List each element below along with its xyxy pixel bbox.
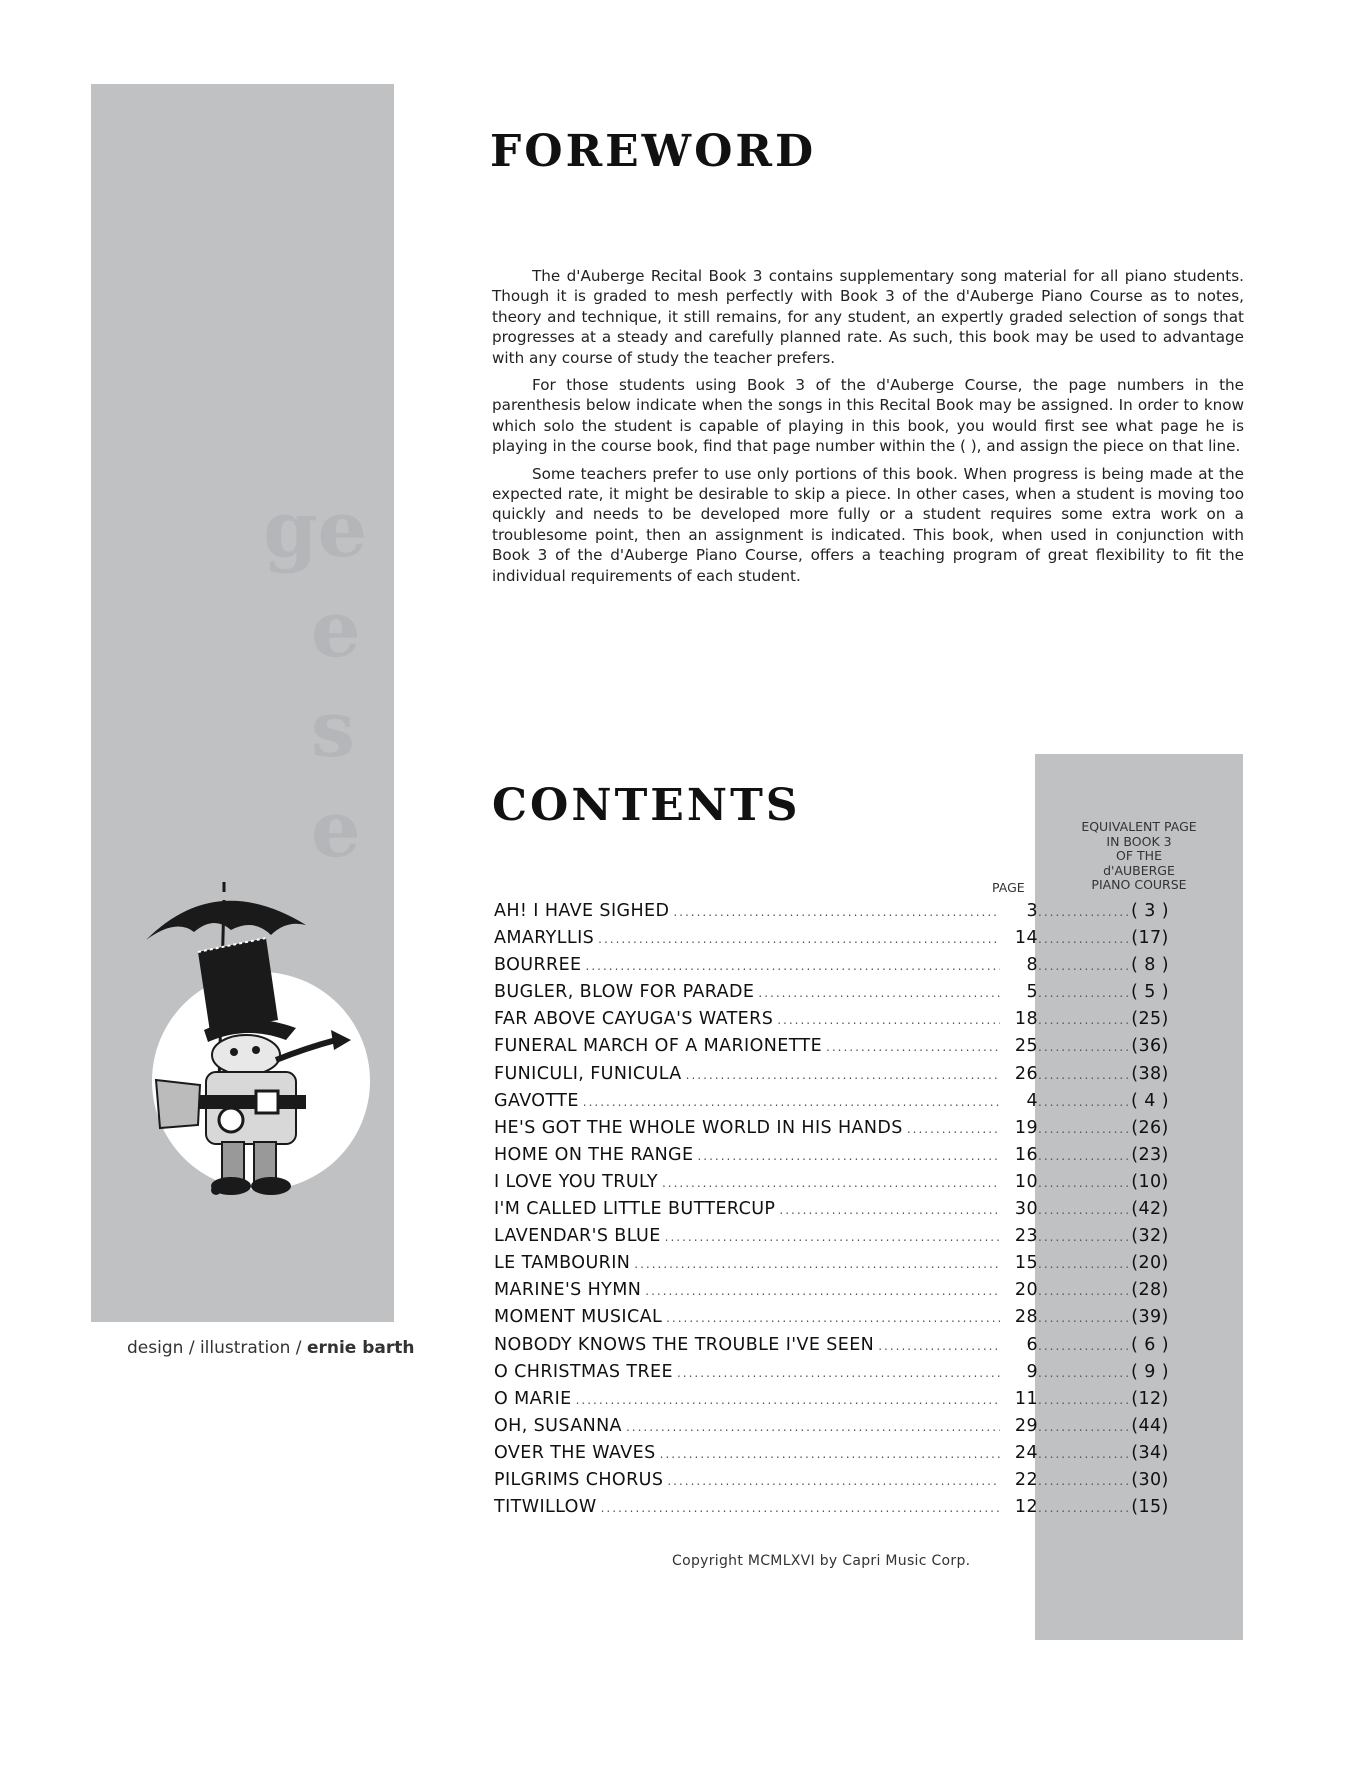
song-title: FUNICULI, FUNICULA	[494, 1063, 682, 1084]
umbrella-icon	[146, 901, 306, 940]
credit-middle: illustration	[199, 1338, 291, 1358]
equivalent-page-number: (39)	[1131, 1307, 1169, 1328]
leader-dots	[586, 959, 1000, 973]
leader-dots	[1038, 1122, 1130, 1136]
song-title: FAR ABOVE CAYUGA'S WATERS	[494, 1009, 774, 1030]
song-title: MARINE'S HYMN	[494, 1280, 642, 1301]
song-page-number: 8	[1026, 955, 1038, 976]
equivalent-page-number: ( 5 )	[1131, 982, 1169, 1003]
leader-dots	[662, 1176, 1000, 1190]
song-page-number: 20	[1014, 1280, 1038, 1301]
credit-author: ernie barth	[306, 1338, 415, 1358]
song-page-number: 16	[1014, 1144, 1038, 1165]
contents-row	[494, 1199, 1170, 1226]
contents-list	[494, 901, 1170, 1524]
equivalent-page-number: (17)	[1131, 928, 1169, 949]
leader-dots	[826, 1040, 1000, 1054]
song-title: AMARYLLIS	[494, 928, 595, 949]
song-page-number: 26	[1014, 1063, 1038, 1084]
equiv-header-line: d'AUBERGE	[1103, 862, 1175, 878]
song-title: OH, SUSANNA	[494, 1415, 622, 1436]
song-page-number: 23	[1014, 1226, 1038, 1247]
equivalent-page-number: ( 9 )	[1131, 1361, 1169, 1382]
contents-row	[494, 1036, 1170, 1063]
credit-separator: /	[188, 1338, 195, 1358]
leader-dots	[626, 1420, 1000, 1434]
leader-dots	[1038, 1420, 1130, 1434]
contents-row	[494, 1253, 1170, 1280]
leader-dots	[667, 1474, 1000, 1488]
contents-row	[494, 1118, 1170, 1145]
equivalent-page-number: (34)	[1131, 1442, 1169, 1463]
song-title: BOURREE	[494, 955, 582, 976]
song-title: NOBODY KNOWS THE TROUBLE I'VE SEEN	[494, 1334, 875, 1355]
leader-dots	[878, 1339, 1000, 1353]
toy-soldier-umbrella-illustration	[136, 880, 376, 1220]
leader-dots	[1038, 1230, 1130, 1244]
faded-background-lettering: e	[311, 584, 361, 675]
song-page-number: 15	[1014, 1253, 1038, 1274]
song-page-number: 4	[1026, 1090, 1038, 1111]
equivalent-page-number: ( 4 )	[1131, 1090, 1169, 1111]
leader-dots	[686, 1068, 1000, 1082]
contents-row	[494, 1009, 1170, 1036]
leader-dots	[601, 1501, 1000, 1515]
contents-title: CONTENTS	[492, 780, 801, 831]
song-title: LAVENDAR'S BLUE	[494, 1226, 661, 1247]
equiv-header-line: PIANO COURSE	[1091, 877, 1187, 892]
equiv-header-line: OF THE	[1116, 848, 1162, 863]
leader-dots	[1038, 905, 1130, 919]
leader-dots	[1038, 1257, 1130, 1271]
equivalent-page-number: (25)	[1131, 1009, 1169, 1030]
contents-row	[494, 1064, 1170, 1091]
song-title: HE'S GOT THE WHOLE WORLD IN HIS HANDS	[494, 1117, 903, 1138]
leader-dots	[1038, 1311, 1130, 1325]
credit-separator: /	[295, 1338, 302, 1358]
leader-dots	[779, 1203, 1000, 1217]
leader-dots	[1038, 1339, 1130, 1353]
leader-dots	[673, 905, 1000, 919]
song-page-number: 19	[1014, 1117, 1038, 1138]
leader-dots	[1038, 959, 1130, 973]
song-page-number: 25	[1014, 1036, 1038, 1057]
foreword-paragraph: The d'Auberge Recital Book 3 contains supplementary song material for all piano students. Though it is graded to mesh perfectly with Book 3 of the d'Auberge Piano Course as to notes, theory and technique, it still remains, for any student, an expertly graded selection of songs that progresses at a steady and carefully planned rate. As such, this book may be used to advantage with any course of study the teacher prefers.	[492, 267, 1244, 367]
leader-dots	[677, 1366, 1000, 1380]
equivalent-page-number: (15)	[1131, 1497, 1169, 1518]
equivalent-page-number: (36)	[1131, 1036, 1169, 1057]
song-title: I LOVE YOU TRULY	[494, 1171, 658, 1192]
leader-dots	[660, 1447, 1000, 1461]
leader-dots	[758, 986, 1000, 1000]
song-title: OVER THE WAVES	[494, 1442, 656, 1463]
contents-row	[494, 1226, 1170, 1253]
song-page-number: 5	[1026, 982, 1038, 1003]
song-title: LE TAMBOURIN	[494, 1253, 631, 1274]
equiv-header-line: IN BOOK 3	[1106, 833, 1172, 849]
leader-dots	[1038, 1176, 1130, 1190]
contents-row	[494, 1497, 1170, 1524]
leader-dots	[645, 1284, 1000, 1298]
song-page-number: 9	[1026, 1361, 1038, 1382]
song-title: GAVOTTE	[494, 1090, 579, 1111]
leader-dots	[583, 1095, 1000, 1109]
song-title: HOME ON THE RANGE	[494, 1144, 694, 1165]
song-page-number: 10	[1014, 1171, 1038, 1192]
credit-prefix: design	[127, 1338, 184, 1358]
contents-row	[494, 955, 1170, 982]
song-page-number: 29	[1014, 1415, 1038, 1436]
equivalent-page-number: (32)	[1131, 1226, 1169, 1247]
song-title: TITWILLOW	[494, 1497, 597, 1518]
song-title: FUNERAL MARCH OF A MARIONETTE	[494, 1036, 823, 1057]
equivalent-page-number: (26)	[1131, 1117, 1169, 1138]
song-page-number: 6	[1026, 1334, 1038, 1355]
song-title: MOMENT MUSICAL	[494, 1307, 663, 1328]
contents-row	[494, 1416, 1170, 1443]
song-page-number: 28	[1014, 1307, 1038, 1328]
leader-dots	[1038, 1068, 1130, 1082]
song-page-number: 30	[1014, 1199, 1038, 1220]
leader-dots	[1038, 932, 1130, 946]
leader-dots	[697, 1149, 1000, 1163]
song-title: O MARIE	[494, 1388, 572, 1409]
contents-row	[494, 982, 1170, 1009]
equivalent-page-number: ( 3 )	[1131, 901, 1169, 921]
contents-row	[494, 901, 1170, 928]
copyright-notice: Copyright MCMLXVI by Capri Music Corp.	[672, 1553, 971, 1569]
equivalent-page-number: (20)	[1131, 1253, 1169, 1274]
equivalent-page-number: (23)	[1131, 1144, 1169, 1165]
song-title: O CHRISTMAS TREE	[494, 1361, 673, 1382]
leader-dots	[777, 1013, 1000, 1027]
equivalent-page-number: (30)	[1131, 1469, 1169, 1490]
leader-dots	[1038, 1203, 1130, 1217]
equivalent-page-number: (10)	[1131, 1171, 1169, 1192]
leader-dots	[1038, 1474, 1130, 1488]
song-page-number: 3	[1026, 901, 1038, 921]
equivalent-page-number: (12)	[1131, 1388, 1169, 1409]
song-page-number: 24	[1014, 1442, 1038, 1463]
equivalent-page-number: ( 6 )	[1131, 1334, 1169, 1355]
leader-dots	[1038, 1366, 1130, 1380]
leader-dots	[1038, 1013, 1130, 1027]
song-page-number: 14	[1014, 928, 1038, 949]
equiv-header-line: EQUIVALENT PAGE	[1081, 819, 1197, 834]
leader-dots	[1038, 1149, 1130, 1163]
leader-dots	[1038, 986, 1130, 1000]
contents-row	[494, 1307, 1170, 1334]
song-title: PILGRIMS CHORUS	[494, 1469, 664, 1490]
contents-row	[494, 928, 1170, 955]
illustration-credit	[127, 1338, 414, 1358]
contents-row	[494, 1280, 1170, 1307]
equivalent-page-number: ( 8 )	[1131, 955, 1169, 976]
foreword-paragraph: Some teachers prefer to use only portions of this book. When progress is being made at the expected rate, it might be desirable to skip a piece. In other cases, when a student is moving too quickly and needs to be developed more fully or a student requires some extra work on a troublesome point, then an assignment is indicated. This book, when used in conjunction with Book 3 of the d'Auberge Piano Course, offers a teaching program of great flexibility to fit the individual requirements of each student.	[492, 464, 1244, 585]
contents-row	[494, 1362, 1170, 1389]
contents-row	[494, 1443, 1170, 1470]
contents-row	[494, 1389, 1170, 1416]
faded-background-lettering: ge	[263, 484, 368, 575]
leader-dots	[634, 1257, 1000, 1271]
leader-dots	[1038, 1040, 1130, 1054]
leader-dots	[666, 1311, 1000, 1325]
song-title: I'M CALLED LITTLE BUTTERCUP	[494, 1199, 776, 1220]
contents-row	[494, 1172, 1170, 1199]
song-page-number: 18	[1014, 1009, 1038, 1030]
contents-row	[494, 1145, 1170, 1172]
equivalent-page-number: (28)	[1131, 1280, 1169, 1301]
leader-dots	[1038, 1095, 1130, 1109]
leader-dots	[665, 1230, 1000, 1244]
leader-dots	[1038, 1284, 1130, 1298]
foreword-paragraph: For those students using Book 3 of the d'Auberge Course, the page numbers in the parenthesis below indicate when the songs in this Recital Book may be assigned. In order to know which solo the student is capable of playing in this book, you would first see what page he is playing in the course book, find that page number within the ( ), and assign the piece on that line.	[492, 376, 1244, 456]
leader-dots	[598, 932, 1000, 946]
foreword-title: FOREWORD	[490, 126, 817, 177]
leader-dots	[1038, 1447, 1130, 1461]
contents-row	[494, 1470, 1170, 1497]
equivalent-page-number: (38)	[1131, 1063, 1169, 1084]
leader-dots	[907, 1122, 1000, 1136]
equivalent-page-number: (42)	[1131, 1199, 1169, 1220]
song-title: BUGLER, BLOW FOR PARADE	[494, 982, 755, 1003]
equivalent-page-number: (44)	[1131, 1415, 1169, 1436]
page-column-header: PAGE	[992, 880, 1025, 895]
contents-row	[494, 1335, 1170, 1362]
song-page-number: 12	[1014, 1497, 1038, 1518]
song-title: AH! I HAVE SIGHED	[494, 901, 670, 921]
foreword-body	[492, 266, 1244, 593]
faded-background-lettering: s	[311, 684, 355, 775]
faded-background-lettering: e	[311, 784, 361, 875]
song-page-number: 11	[1014, 1388, 1038, 1409]
leader-dots	[576, 1393, 1000, 1407]
song-page-number: 22	[1014, 1469, 1038, 1490]
equivalent-page-header	[1035, 820, 1243, 893]
contents-row	[494, 1091, 1170, 1118]
leader-dots	[1038, 1501, 1130, 1515]
leader-dots	[1038, 1393, 1130, 1407]
